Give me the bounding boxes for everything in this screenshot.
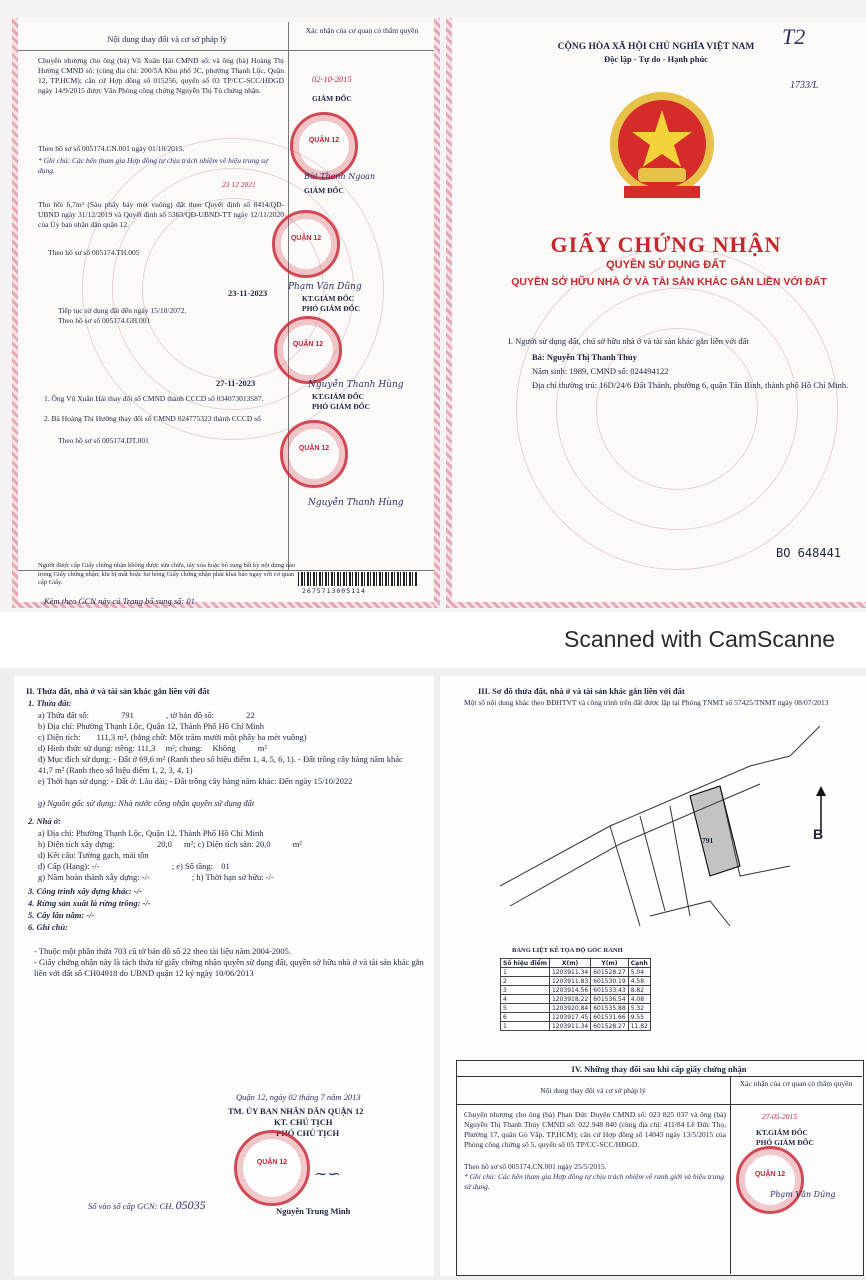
coord-header-cell: X(m) [549,959,590,968]
committee-signature: ∼∽ [314,1164,341,1183]
stamp-1: QUẬN 12 [290,112,358,180]
coord-row [501,977,651,986]
parcel-label: a) Thửa đất số: [38,710,89,720]
coord-row [501,986,651,995]
continue-label: Kèm theo GCN này có Trang bổ sung số: [44,596,185,606]
changes-col-right: Xác nhận của cơ quan có thẩm quyền [739,1079,853,1088]
usage-common-label: m²; chung: [165,743,203,753]
coord-cell: 5.32 [628,1004,650,1013]
area-line [38,732,430,743]
coord-cell: 11.82 [628,1022,650,1031]
owner-address: Địa chỉ thường trú: 16D/24/6 Đất Thánh, phường 6, quận Tân Bình, thành phố Hồ Chí Minh. [532,380,849,390]
committee-signer: Nguyễn Trung Minh [276,1206,351,1216]
year-label: g) Năm hoàn thành xây dựng: -/- [38,872,150,882]
house-floor-label: m²; c) Diện tích sàn: [183,839,254,849]
coord-cell: 1203917.45 [549,1013,590,1022]
coord-cell: 1203918.22 [549,995,590,1004]
entry-2-title: GIÁM ĐỐC [304,186,344,195]
coord-cell: 5.04 [628,968,650,977]
coord-cell: 1 [501,968,550,977]
coord-cell: 601536.54 [591,995,628,1004]
continue-note [44,596,195,607]
stamp-3: QUẬN 12 [274,316,342,384]
structure-line: d) Kết cấu: Tường gạch, mái tôn [38,850,149,860]
entry-3-subtitle: PHÓ GIÁM ĐỐC [302,304,360,313]
entry-3-signer: Phạm Văn Dũng [288,282,362,292]
coord-cell: 8.82 [628,986,650,995]
right-leaf-2 [440,676,866,1276]
stamp-committee: QUẬN 12 [234,1130,310,1206]
registration-number [88,1200,206,1212]
entry-4b-text: 2. Bà Hoàng Thị Hường thay đổi số CMND 024775323 thành CCCD số [44,414,261,423]
purpose-line: đ) Mục đích sử dụng: - Đất ở 69,6 m² (Ranh theo số hiệu điểm 1, 4, 5, 6, 1). - Đất trồng cây hàng năm khác 41,7 m² (Ranh theo số hiệu điểm 1, 2, 3, 4, 1) [38,754,403,775]
authority-subtitle: PHÓ CHỦ TỊCH [276,1128,340,1138]
change-text: Chuyển nhượng cho ông (bà) Phan Đức Duyên CMND số: 023 825 037 và ông (bà) Nguyễn Thị Thanh Thủy CMND số: 022 948 840 (cùng địa chỉ: 411/84 Lê Đức Thọ, Phường 17, quận Gò Vấp, TP.HCM); căn cứ Hợp đồng số 14045 ngày 13/5/2015 của Phòng công chứng số 5, quyển số 05 TP/CC-SCC/HĐGD. [464,1110,726,1149]
floors-label: ; e) Số tầng: [171,861,214,871]
house-area-label: b) Diện tích xây dựng: [38,839,115,849]
plot-number: 791 [702,836,714,845]
s4-label: 4. Rừng sản xuất là rừng trồng: -/- [28,898,151,908]
coord-cell: 5 [501,1004,550,1013]
parcel-line [38,710,255,721]
right-leaf [446,18,866,608]
national-emblem-icon [604,88,720,206]
entry-4-signer: Nguyễn Thanh Hùng [308,380,404,390]
coord-cell: 4 [501,995,550,1004]
stamp-4: QUẬN 12 [280,420,348,488]
nation-header: CỘNG HÒA XÃ HỘI CHỦ NGHĨA VIỆT NAM [557,42,755,52]
entry-1-text: Chuyển nhượng cho ông (bà) Vũ Xuân Hải CMND số: và ông (bà) Hoàng Thị Hường CMND số: (cùng địa chỉ: 200/5A Khu phố 3C, phường Thạnh Lộc, Quận 12, TP.HCM); căn cứ Hợp đồng số 015256, quyển số 03 TP/CC-SCC/HĐGD ngày 14/9/2015 được Văn Phòng công chứng Nguyễn Thị Tú chứng nhận. [38,56,284,95]
address-line: b) Địa chỉ: Phường Thạnh Lộc, Quận 12, Thành Phố Hồ Chí Minh [38,721,264,731]
coord-header-cell: Số hiệu điểm [501,959,550,968]
entry-2-ref: Theo hồ sơ số 005174.TH.005 [48,248,140,257]
authority-title: KT. CHỦ TỊCH [274,1117,333,1127]
grade-label: đ) Cấp (Hạng): -/- [38,861,100,871]
area-value: 111,3 [96,732,116,742]
footnote: Người được cấp Giấy chứng nhận không được sửa chữa, tẩy xóa hoặc bổ sung bất kỳ nội dung nào trong Giấy chứng nhận; khi bị mất hoặc hư hỏng Giấy chứng nhận phải khai báo ngay với cơ quan cấp Giấy. [38,562,296,586]
origin-line: g) Nguồn gốc sử dụng: Nhà nước công nhận quyền sử dụng đất [38,798,255,808]
usage-unit: m² [257,743,267,753]
authority: TM. ỦY BAN NHÂN DÂN QUẬN 12 [228,1106,364,1116]
usage-label: d) Hình thức sử dụng: riêng: [38,743,135,753]
serial-number: BO 648441 [776,546,842,560]
entry-4-subtitle: PHÓ GIÁM ĐỐC [312,402,370,411]
area-text: m², (bằng chữ: Một trăm mười một phẩy ba mét vuông) [117,732,307,742]
map-label: , tờ bản đồ số: [165,710,215,720]
owner-name: Bà: Nguyễn Thị Thanh Thủy [532,352,637,362]
coord-cell: 601530.19 [591,977,628,986]
coord-row [501,1004,651,1013]
s2-label: 2. Nhà ở: [28,816,62,826]
coord-row [501,1022,651,1031]
year-line [38,872,274,883]
coord-cell: 601531.66 [591,1013,628,1022]
entry-4-signer-2: Nguyễn Thanh Hùng [308,498,404,508]
coord-row [501,1013,651,1022]
entry-3-title: KT.GIÁM ĐỐC [302,294,354,303]
coord-cell: 9.55 [628,1013,650,1022]
left-leaf [12,18,440,608]
entry-4-title: KT.GIÁM ĐỐC [312,392,364,401]
certificate-subtitle-2: QUYỀN SỞ HỮU NHÀ Ở VÀ TÀI SẢN KHÁC GẮN LIỀN VỚI ĐẤT [511,276,827,288]
certificate-title: GIẤY CHỨNG NHẬN [550,232,782,257]
s3-label: 3. Công trình xây dựng khác: -/- [28,886,142,896]
changes-col-left: Nội dung thay đổi và cơ sở pháp lý [540,1086,646,1095]
coord-cell: 1203911.34 [549,968,590,977]
plot-map [490,726,820,946]
area-label: c) Diện tích: [38,732,81,742]
coord-cell: 4.58 [628,977,650,986]
entry-2-date: 23 12 2021 [222,180,256,189]
entry-1-note: * Ghi chú: Các bên tham gia Hợp đồng tự chịu trách nhiệm về hiệu trung sự dụng. [38,156,269,175]
owner-info: Năm sinh: 1989, CMND số: 024494122 [532,366,669,376]
change-ref: Theo hồ sơ số 005174.CN.001 ngày 25/5/2015. [464,1162,607,1171]
coord-cell: 601528.27 [591,968,628,977]
entry-4-text: 1. Ông Vũ Xuân Hải thay đổi số CMND thành CCCD số 034073013587. [44,394,264,403]
coord-header-cell: Cạnh [628,959,650,968]
change-date: 27-05-2015 [762,1112,797,1121]
note-1: - Thuộc một phần thửa 703 cũ tờ bản đồ số 22 theo tài liệu năm 2004-2005. [34,946,292,956]
house-area [38,839,302,850]
change-note: * Ghi chú: Các bên tham gia Hợp đồng tự chịu trách nhiệm về ranh giới và hiệu trung sử dụng. [464,1172,724,1191]
entry-1-ref: Theo hồ sơ số 005174.CN.001 ngày 01/10/2015. [38,144,185,153]
entry-1-title: GIÁM ĐỐC [312,94,352,103]
certificate-subtitle-1: QUYỀN SỬ DỤNG ĐẤT [606,259,726,271]
usage-common: Không [212,743,236,753]
house-address: a) Địa chỉ: Phường Thạnh Lộc, Quận 12, Thành Phố Hồ Chí Minh [38,828,264,838]
col-header-right: Xác nhận của cơ quan có thẩm quyền [305,26,419,35]
coord-cell: 601533.43 [591,986,628,995]
stamp-change: QUẬN 12 [736,1146,804,1214]
handwritten-side: 1733/L [790,80,819,91]
barcode [298,572,418,586]
barcode-number: 2675713005114 [302,587,366,595]
coord-cell: 1203911.34 [549,1022,590,1031]
term-line: e) Thời hạn sử dụng: - Đất ở: Lâu dài; - Đất trồng cây hàng năm khác: Đến ngày 15/10/2022 [38,776,353,786]
owner-section: I. Người sử dụng đất, chủ sở hữu nhà ở và tài sản khác gắn liền với đất [508,336,749,346]
coord-row [501,968,651,977]
change-subtitle: PHÓ GIÁM ĐỐC [756,1138,814,1147]
handwritten-top: T2 [782,24,806,49]
scan-page-1 [0,0,866,612]
house-floor-value: 20,0 [255,839,271,849]
map-note: Một số nội dung khác theo BĐHTVT và công trình trên đất được lập tại Phòng TNMT số 57425/TNMT ngày 08/07/2013 [464,698,829,707]
camscanner-watermark: Scanned with CamScanne [564,626,836,652]
registration-value: 05035 [175,1198,206,1212]
grade-line [38,861,230,872]
registration-label: Số vào sổ cấp GCN: CH. [88,1201,174,1211]
change-title: KT.GIÁM ĐỐC [756,1128,808,1137]
col-header-left: Nội dung thay đổi và cơ sở pháp lý [107,34,227,44]
left-leaf-2 [14,676,434,1276]
coord-cell: 4.08 [628,995,650,1004]
usage-line [38,743,267,754]
house-floor-unit: m² [292,839,302,849]
coord-cell: 1203914.56 [549,986,590,995]
place-date: Quận 12, ngày 02 tháng 7 năm 2013 [236,1092,361,1102]
coord-cell: 601528.27 [591,1022,628,1031]
coord-cell: 1 [501,1022,550,1031]
motto: Độc lập - Tự do - Hạnh phúc [604,54,708,64]
s5-label: 5. Cây lâu năm: -/- [28,910,95,920]
map-value: 22 [246,710,255,720]
coord-cell: 1203911.83 [549,977,590,986]
usage-private: 111,3 [136,743,156,753]
section-3-title: III. Sơ đồ thửa đất, nhà ở và tài sản khác gắn liền với đất [478,686,685,696]
note-2: - Giấy chứng nhận này là tách thửa từ giấy chứng nhận quyền sử dụng đất, quyền sở hữu nhà ở và tài sản khác gắn liền với đất số CH04918 do UBND quận 12 ký ngày 10/06/2013 [34,957,424,978]
house-area-value: 20,0 [156,839,172,849]
entry-2-text: Thu hồi 6,7m² (Sáu phẩy bảy mét vuông) đất theo Quyết định số 8414/QĐ-UBND ngày 31/12/2019 và Quyết định số 5363/QĐ-UBND-TT ngày 12/11/2020 của Ủy ban nhân dân quận 12. [38,200,284,229]
compass-label: B [813,826,824,842]
entry-3-text: Tiếp tục sử dụng đất đến ngày 15/10/2072. [58,306,187,315]
coord-cell: 2 [501,977,550,986]
s1-label: 1. Thửa đất: [28,698,72,708]
section-2-title: II. Thửa đất, nhà ở và tài sản khác gắn liền với đất [26,686,210,696]
parcel-value: 791 [121,710,134,720]
entry-3-ref: Theo hồ sơ số 005174.GH.001 [58,316,151,325]
entry-4-ref: Theo hồ sơ số 005174.DT.001 [58,436,149,445]
floors-value: 01 [221,861,230,871]
coord-cell: 601535.88 [591,1004,628,1013]
section-4-title: IV. Những thay đổi sau khi cấp giấy chứng nhận [571,1064,747,1074]
ownership-term: ; h) Thời hạn sở hữu: -/- [191,872,274,882]
scan-page-2 [0,668,866,1280]
coord-cell: 3 [501,986,550,995]
s6-label: 6. Ghi chú: [28,922,68,932]
coord-cell: 1203920.84 [549,1004,590,1013]
entry-3-date: 23-11-2023 [228,288,268,298]
coord-table [500,958,651,1031]
entry-1-date: 02-10-2015 [312,74,352,84]
coord-header-cell: Y(m) [591,959,628,968]
coord-table-title: BẢNG LIỆT KÊ TỌA ĐỘ GÓC RANH [512,947,623,954]
coord-cell: 6 [501,1013,550,1022]
continue-value: 01 [186,596,195,606]
stamp-2: QUẬN 12 [272,210,340,278]
entry-2-signer: Bùi Thanh Ngoan [304,172,376,181]
entry-4-date: 27-11-2023 [216,378,256,388]
change-signer: Phạm Văn Dũng [770,1190,836,1199]
coord-row [501,995,651,1004]
